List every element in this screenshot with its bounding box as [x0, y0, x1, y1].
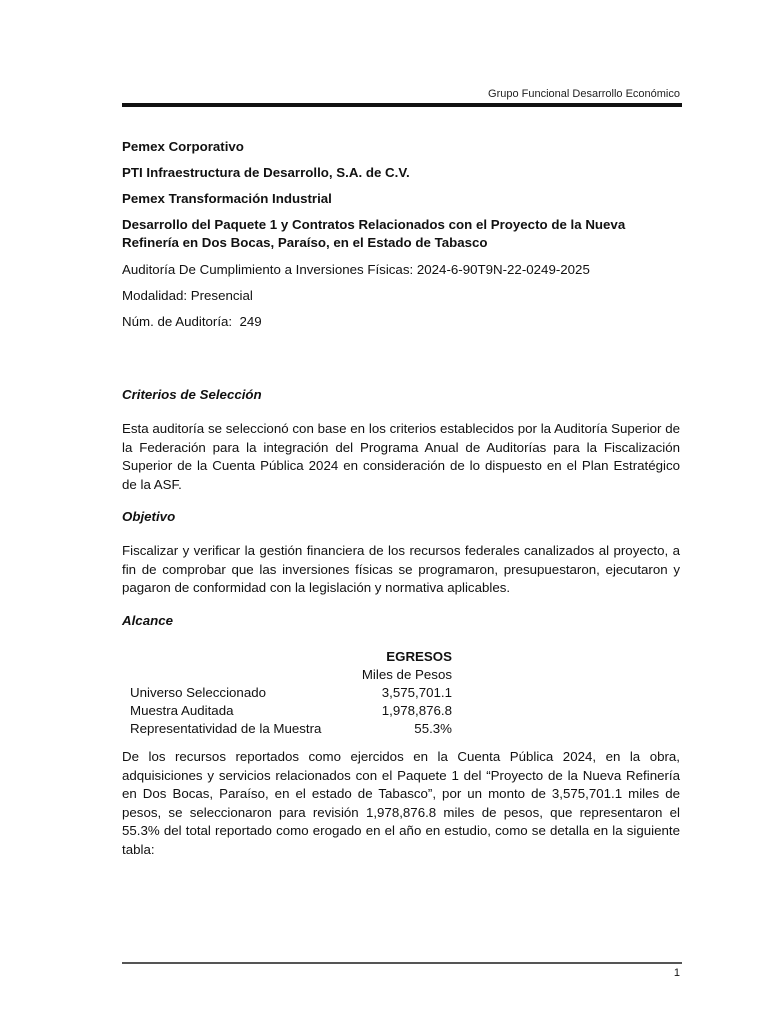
criterios-text: Esta auditoría se seleccionó con base en los criterios establecidos por la Auditoría Superior de la Federación para la integración del Programa Anual de Auditorías para la Fiscalización Superior de la Cuenta Pública 2024 en consideración de lo dispuesto en el Plan Estratégico de la ASF.	[122, 421, 680, 492]
row-label: Representatividad de la Muestra	[130, 721, 322, 736]
objetivo-text: Fiscalizar y verificar la gestión financiera de los recursos federales canalizados al proyecto, a fin de comprobar que las inversiones físicas se programaron, presupuestaron, ejecutaron y pagaron de conformidad con la legislación y normativa aplicables.	[122, 543, 680, 595]
row-value: 55.3%	[414, 721, 452, 736]
entity-1: Pemex Corporativo	[122, 139, 244, 154]
page-number: 1	[673, 967, 680, 979]
table-row	[130, 720, 452, 738]
objetivo-heading: Objetivo	[122, 509, 176, 524]
row-label: Muestra Auditada	[130, 703, 234, 718]
row-label: Universo Seleccionado	[130, 685, 267, 700]
alcance-text: De los recursos reportados como ejercidos en la Cuenta Pública 2024, en la obra, adquisiciones y servicios relacionados con el Paquete 1 del “Proyecto de la Nueva Refinería en Dos Bocas, Paraíso, en el estado de Tabasco”, por un monto de 3,575,701.1 miles de pesos, se seleccionaron para revisión 1,978,876.8 miles de pesos, que representaron el 55.3% del total reportado como erogado en el año en estudio, como se detalla en la siguiente tabla:	[122, 749, 680, 857]
table-row	[130, 684, 452, 702]
audit-number: Núm. de Auditoría: 249	[122, 314, 262, 329]
entity-2: PTI Infraestructura de Desarrollo, S.A. de C.V.	[122, 165, 410, 180]
header-text: Grupo Funcional Desarrollo Económico	[488, 88, 680, 100]
table-row	[130, 702, 452, 720]
document-content	[122, 138, 680, 629]
header-rule	[122, 103, 682, 107]
row-value: 3,575,701.1	[381, 685, 452, 700]
document-title: Desarrollo del Paquete 1 y Contratos Relacionados con el Proyecto de la Nueva Refinería en Dos Bocas, Paraíso, en el Estado de Tabasco	[122, 217, 626, 250]
footer-rule	[122, 962, 682, 964]
entity-3: Pemex Transformación Industrial	[122, 191, 332, 206]
row-value: 1,978,876.8	[381, 703, 452, 718]
table-subheader: Miles de Pesos	[361, 667, 452, 682]
audit-type: Auditoría De Cumplimiento a Inversiones Físicas: 2024-6-90T9N-22-0249-2025	[122, 262, 590, 277]
egresos-table	[130, 648, 452, 738]
alcance-heading: Alcance	[122, 612, 173, 628]
audit-modality: Modalidad: Presencial	[122, 288, 253, 303]
table-header: EGRESOS	[386, 649, 452, 664]
criterios-heading: Criterios de Selección	[122, 387, 262, 402]
